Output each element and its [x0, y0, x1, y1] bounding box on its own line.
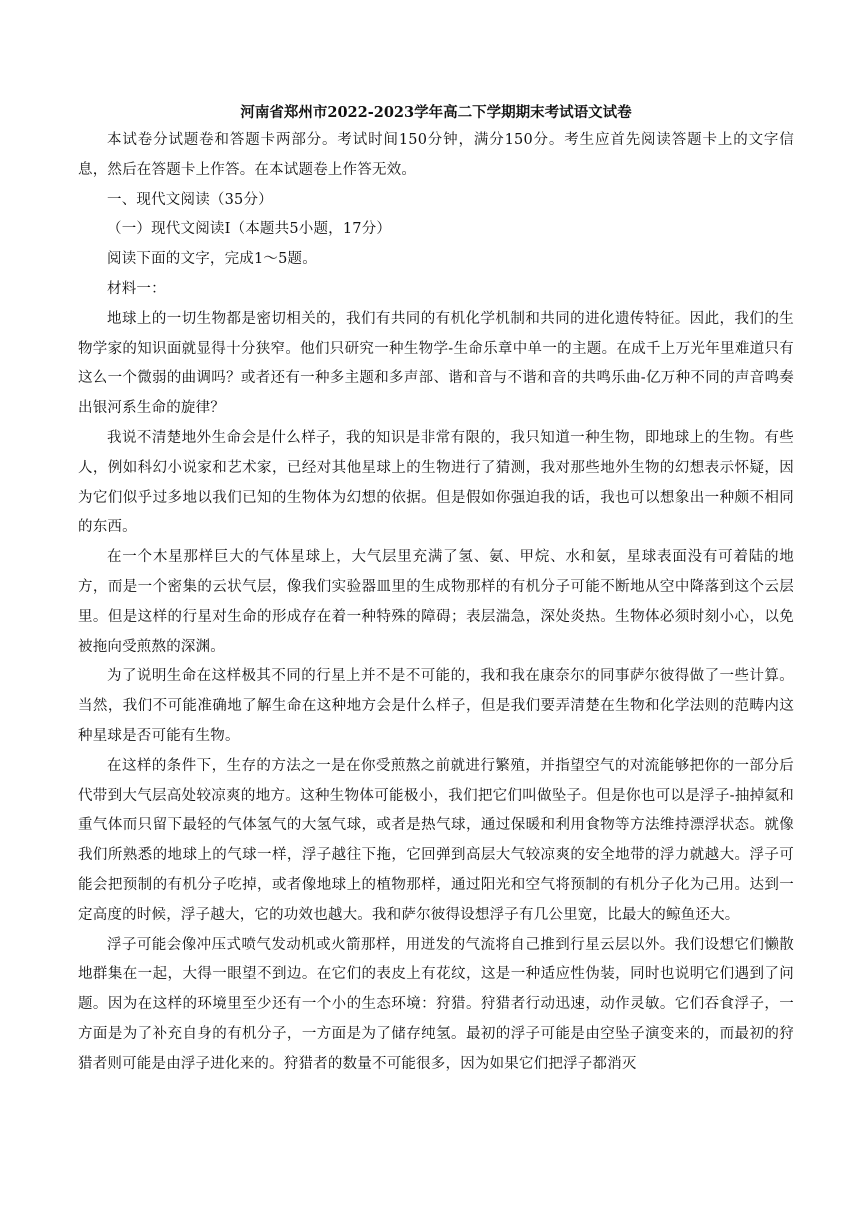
- paragraph: 地球上的一切生物都是密切相关的，我们有共同的有机化学机制和共同的进化遗传特征。因此，我们的生物学家的知识面就显得十分狭窄。他们只研究一种生物学-生命乐章中单一的主题。在成千上万光年里难道只有这么一个微弱的曲调吗？或者还有一种多主题和多声部、谐和音与不谐和音的共鸣乐曲-亿万种不同的声音鸣奏出银河系生命的旋律？: [78, 310, 794, 417]
- paragraph: 我说不清楚地外生命会是什么样子，我的知识是非常有限的，我只知道一种生物，即地球上的生物。有些人，例如科幻小说家和艺术家，已经对其他星球上的生物进行了猜测，我对那些地外生物的幻想表示怀疑，因为它们似乎过多地以我们已知的生物体为幻想的依据。但是假如你强迫我的话，我也可以想象出一种颇不相同的东西。: [78, 429, 794, 536]
- paragraph: 在一个木星那样巨大的气体星球上，大气层里充满了氢、氨、甲烷、水和氨，星球表面没有可着陆的地方，而是一个密集的云状气层，像我们实验器皿里的生成物那样的有机分子可能不断地从空中降落到这个云层里。但是这样的行星对生命的形成存在着一种特殊的障碍；表层湍急，深处炎热。生物体必须时刻小心，以免被拖向受煎熬的深渊。: [78, 549, 794, 655]
- section-heading: 一、现代文阅读（35分）: [107, 191, 273, 208]
- reading-instruction: 阅读下面的文字，完成1～5题。: [107, 251, 317, 268]
- document-page: [78, 100, 794, 1080]
- material-label: 材料一：: [107, 280, 166, 297]
- document-title: 河南省郑州市2022-2023学年高二下学期期末考试语文试卷: [240, 104, 632, 121]
- exam-intro: 本试卷分试题卷和答题卡两部分。考试时间150分钟，满分150分。考生应首先阅读答题卡上的文字信息，然后在答题卡上作答。在本试题卷上作答无效。: [78, 132, 794, 178]
- paragraph: 在这样的条件下，生存的方法之一是在你受煎熬之前就进行繁殖，并指望空气的对流能够把你的一部分后代带到大气层高处较凉爽的地方。这种生物体可能极小，我们把它们叫做坠子。但是你也可以是浮子-抽掉氦和重气体而只留下最轻的气体氢气的大氢气球，或者是热气球，通过保暖和利用食物等方法维持漂浮状态。就像我们所熟悉的地球上的气球一样，浮子越往下拖，它回弹到高层大气较凉爽的安全地带的浮力就越大。浮子可能会把预制的有机分子吃掉，或者像地球上的植物那样，通过阳光和空气将预制的有机分子化为己用。达到一定高度的时候，浮子越大，它的功效也越大。我和萨尔彼得设想浮子有几公里宽，比最大的鲸鱼还大。: [78, 757, 794, 923]
- paragraph: 浮子可能会像冲压式喷气发动机或火箭那样，用迸发的气流将自己推到行星云层以外。我们设想它们懒散地群集在一起，大得一眼望不到边。在它们的表皮上有花纹，这是一种适应性伪装，同时也说明它们遇到了问题。因为在这样的环境里至少还有一个小的生态环境：狩猎。狩猎者行动迅速，动作灵敏。它们吞食浮子，一方面是为了补充自身的有机分子，一方面是为了储存纯氢。最初的浮子可能是由空坠子演变来的，而最初的狩猎者则可能是由浮子进化来的。狩猎者的数量不可能很多，因为如果它们把浮子都消灭: [78, 936, 794, 1072]
- paragraph: 为了说明生命在这样极其不同的行星上并不是不可能的，我和我在康奈尔的同事萨尔彼得做了一些计算。当然，我们不可能准确地了解生命在这种地方会是什么样子，但是我们要弄清楚在生物和化学法则的范畴内这种星球是否可能有生物。: [78, 668, 794, 744]
- subsection-heading: （一）现代文阅读I（本题共5小题，17分）: [107, 221, 392, 238]
